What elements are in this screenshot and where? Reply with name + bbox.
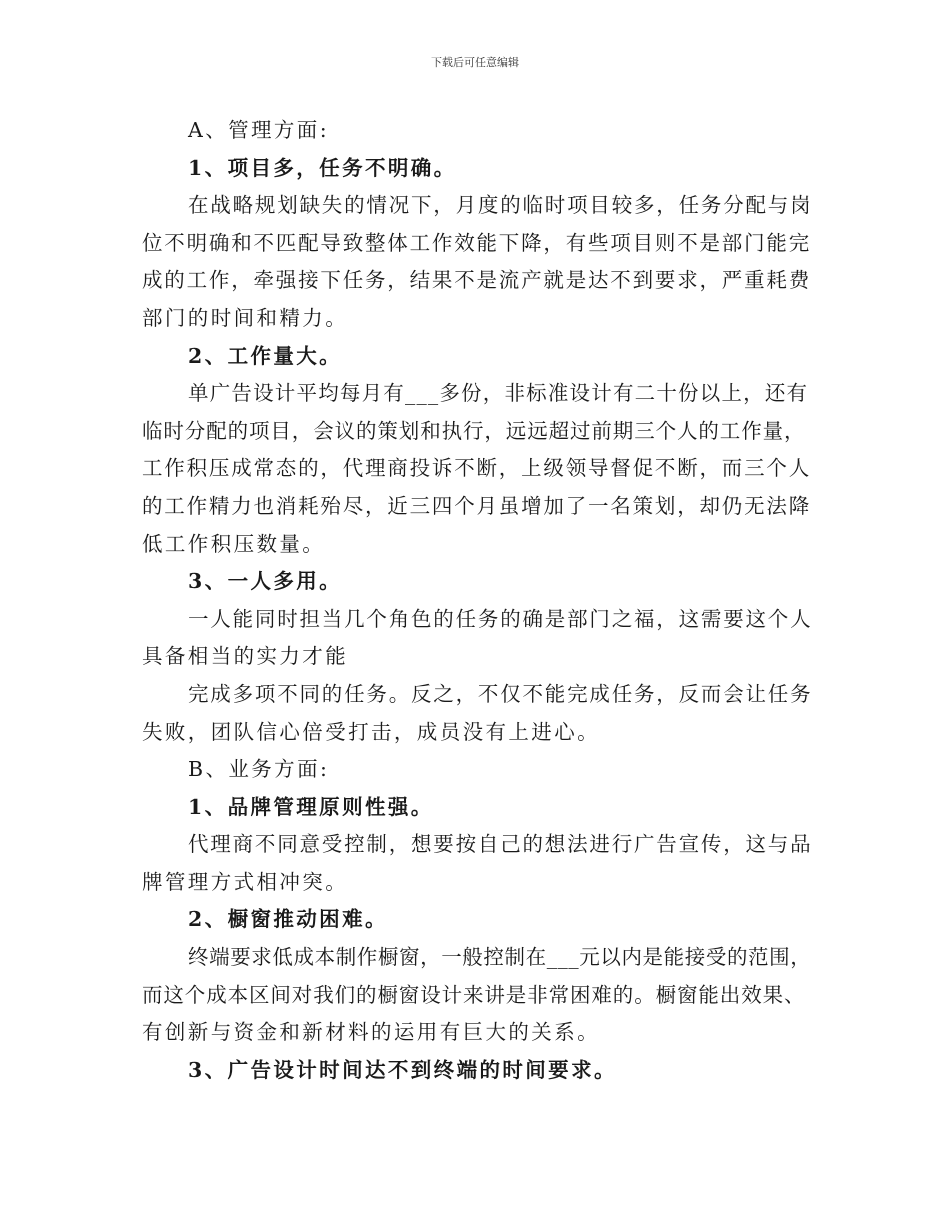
paragraph-line: 有创新与资金和新材料的运用有巨大的关系。 bbox=[142, 1020, 600, 1045]
paragraph-line: 部门的时间和精力。 bbox=[142, 305, 349, 330]
paragraph-line: 牌管理方式相冲突。 bbox=[142, 869, 349, 894]
paragraph-line: 在战略规划缺失的情况下，月度的临时项目较多，任务分配与岗 bbox=[188, 193, 813, 218]
paragraph-line: 失败，团队信心倍受打击，成员没有上进心。 bbox=[142, 719, 600, 744]
paragraph-line: A、管理方面: bbox=[188, 118, 330, 142]
paragraph-line: 一人能同时担当几个角色的任务的确是部门之福，这需要这个人 bbox=[188, 606, 813, 631]
paragraph-line: 而这个成本区间对我们的橱窗设计来讲是非常困难的。橱窗能出效果、 bbox=[142, 982, 806, 1007]
paragraph-line: 的工作精力也消耗殆尽，近三四个月虽增加了一名策划，却仍无法降 bbox=[142, 493, 811, 518]
page-header: 下载后可任意编辑 bbox=[431, 56, 519, 69]
paragraph-line: 终端要求低成本制作橱窗，一般控制在___元以内是能接受的范围， bbox=[188, 945, 812, 970]
paragraph-line: 单广告设计平均每月有___多份，非标准设计有二十份以上，还有 bbox=[188, 381, 809, 406]
paragraph-line: 位不明确和不匹配导致整体工作效能下降，有些项目则不是部门能完 bbox=[142, 230, 811, 255]
paragraph-line: 临时分配的项目，会议的策划和执行，远远超过前期三个人的工作量， bbox=[142, 418, 806, 443]
paragraph-line: 工作积压成常态的，代理商投诉不断，上级领导督促不断，而三个人 bbox=[142, 456, 811, 481]
paragraph-line: 具备相当的实力才能 bbox=[142, 644, 349, 669]
paragraph-line: B、业务方面: bbox=[188, 757, 330, 782]
section-heading: 1、品牌管理原则性强。 bbox=[188, 794, 434, 819]
paragraph-line: 完成多项不同的任务。反之，不仅不能完成任务，反而会让任务 bbox=[188, 681, 813, 706]
section-heading: 1、项目多，任务不明确。 bbox=[188, 155, 457, 180]
section-heading: 2、工作量大。 bbox=[188, 343, 343, 368]
paragraph-line: 代理商不同意受控制，想要按自己的想法进行广告宣传，这与品 bbox=[188, 832, 813, 857]
section-heading: 3、广告设计时间达不到终端的时间要求。 bbox=[188, 1057, 617, 1082]
section-heading: 3、一人多用。 bbox=[188, 569, 343, 594]
paragraph-line: 低工作积压数量。 bbox=[142, 531, 326, 556]
document-body bbox=[142, 112, 812, 1089]
section-heading: 2、橱窗推动困难。 bbox=[188, 907, 388, 932]
paragraph-line: 成的工作，牵强接下任务，结果不是流产就是达不到要求，严重耗费 bbox=[142, 268, 811, 293]
